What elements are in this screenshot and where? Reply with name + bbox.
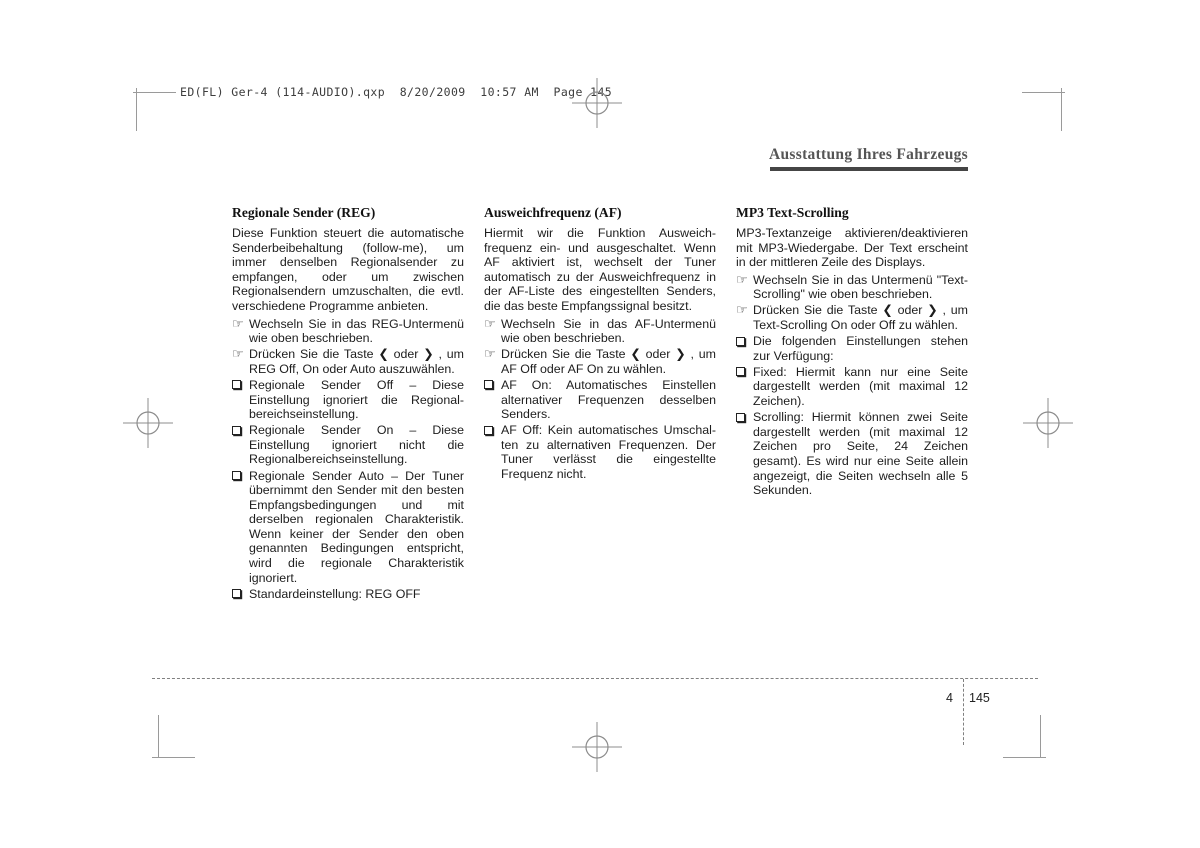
section-heading: Regionale Sender (REG) — [232, 205, 376, 220]
content-columns — [232, 205, 968, 603]
instruction-item — [232, 347, 464, 376]
instruction-item — [484, 317, 716, 346]
footer-dashed-fold-mark — [963, 679, 964, 745]
crop-mark-bottom-right-v — [1040, 715, 1041, 758]
option-text: Regionale Sender Auto – Der Tuner übernimmt den Sender mit den besten Empfangsbedingungen und mit derselben regionalen Charakteristik. Wenn keiner der Sender den oben genannten Bedingungen entspricht, wird die regionale Charakteristik ignoriert. — [249, 468, 464, 585]
square-bullet-icon — [232, 587, 249, 602]
option-item — [484, 423, 716, 481]
pointing-hand-icon: ☞ — [232, 346, 244, 362]
option-item — [232, 423, 464, 467]
crop-mark-top-left-h — [133, 92, 176, 93]
square-bullet-icon — [736, 365, 753, 409]
instruction-item — [736, 273, 968, 302]
column-regionale-sender — [232, 205, 464, 603]
instruction-text: Wechseln Sie in das AF-Untermenü wie oben beschrieben. — [501, 316, 716, 346]
option-text: Standardeinstellung: REG OFF — [249, 586, 421, 601]
section-heading: MP3 Text-Scrolling — [736, 205, 849, 220]
instruction-text: Wechseln Sie in das REG-Untermenü wie oben beschrieben. — [249, 316, 464, 346]
column-ausweichfrequenz — [484, 205, 716, 603]
registration-mark-top-icon — [572, 78, 622, 128]
option-item — [736, 334, 968, 363]
pointing-hand-icon: ☞ — [232, 315, 244, 331]
option-item — [736, 365, 968, 409]
section-heading: Ausweichfrequenz (AF) — [484, 205, 622, 220]
square-bullet-icon — [232, 378, 249, 422]
option-item — [736, 410, 968, 498]
square-bullet-icon — [232, 423, 249, 467]
option-item — [484, 378, 716, 422]
footer-dashed-rule — [152, 678, 1038, 679]
square-bullet-icon — [736, 334, 753, 363]
pointing-hand-icon: ☞ — [736, 302, 748, 318]
square-bullet-icon — [484, 423, 501, 481]
square-bullet-icon — [484, 378, 501, 422]
instruction-item — [232, 317, 464, 346]
square-bullet-icon — [736, 410, 753, 498]
pointing-hand-icon: ☞ — [484, 315, 496, 331]
registration-mark-bottom-icon — [572, 722, 622, 772]
instruction-item — [736, 303, 968, 332]
option-text: Regionale Sender Off – Diese Einstellung ignoriert die Regionalbereichseinstellung. — [249, 377, 464, 422]
option-text: Die folgenden Einstellungen stehen zur Verfügung: — [753, 334, 968, 363]
option-item — [232, 469, 464, 586]
print-file-info: ED(FL) Ger-4 (114-AUDIO).qxp 8/20/2009 10:57 AM Page 145 — [180, 85, 613, 99]
pointing-hand-icon: ☞ — [736, 271, 748, 287]
crop-mark-top-right-h — [1022, 92, 1065, 93]
section-intro: Diese Funktion steuert die automatische Senderbeibehaltung (follow-me), um immer denselben Regionalsender zu empfangen, oder um zwischen Regionalsendern umzuschalten, die evtl. verschiedene Programme anbieten. — [232, 226, 464, 313]
section-intro: MP3-Textanzeige aktivieren/deaktivieren mit MP3-Wiedergabe. Der Text erscheint in der mittleren Zeile des Displays. — [736, 226, 968, 270]
page-number: 145 — [969, 691, 990, 705]
instruction-item — [484, 347, 716, 376]
registration-mark-right-icon — [1023, 398, 1073, 448]
option-item — [232, 378, 464, 422]
instruction-text: Wechseln Sie in das Untermenü "Text-Scrolling" wie oben beschrieben. — [753, 272, 968, 302]
square-bullet-icon — [232, 469, 249, 586]
column-mp3-text-scrolling — [736, 205, 968, 603]
instruction-text: Drücken Sie die Taste ❮ oder ❯ , um AF Off oder AF On zu wählen. — [501, 347, 716, 376]
pointing-hand-icon: ☞ — [484, 346, 496, 362]
crop-mark-bottom-left-v — [158, 715, 159, 758]
option-text: AF On: Automatisches Einstellen alternativer Frequenzen desselben Senders. — [501, 377, 716, 422]
section-intro: Hiermit wir die Funktion Ausweichfrequenz ein- und ausgeschaltet. Wenn AF aktiviert ist, wechselt der Tuner automatisch zu der Ausweichfrequenz in der AF-Liste des eingestellten Senders, die das beste Empfangssignal besitzt. — [484, 226, 716, 313]
option-text: AF Off: Kein automatisches Umschalten zu alternativen Frequenzen. Der Tuner verlässt die eingestellte Frequenz nicht. — [501, 423, 716, 481]
instruction-text: Drücken Sie die Taste ❮ oder ❯ , um REG Off, On oder Auto auszuwählen. — [249, 347, 464, 376]
option-text: Regionale Sender On – Diese Einstellung ignoriert nicht die Regionalbereichseinstellung. — [249, 423, 464, 467]
registration-mark-left-icon — [123, 398, 173, 448]
chapter-number: 4 — [946, 691, 953, 705]
option-text: Scrolling: Hiermit können zwei Seite dargestellt werden (mit maximal 12 Zeichen pro Seite, 24 Zeichen gesamt). Es wird nur eine Seite allein angezeigt, die Seiten wechseln alle 5 Sekunden. — [753, 410, 968, 498]
crop-mark-top-right-v — [1061, 88, 1062, 131]
option-text: Fixed: Hiermit kann nur eine Seite dargestellt werden (mit maximal 12 Zeichen). — [753, 364, 968, 409]
title-rule — [770, 167, 968, 171]
instruction-text: Drücken Sie die Taste ❮ oder ❯ , um Text-Scrolling On oder Off zu wählen. — [753, 303, 968, 333]
page-title: Ausstattung Ihres Fahrzeugs — [769, 146, 968, 163]
crop-mark-top-left-v — [136, 88, 137, 131]
option-item — [232, 587, 464, 602]
